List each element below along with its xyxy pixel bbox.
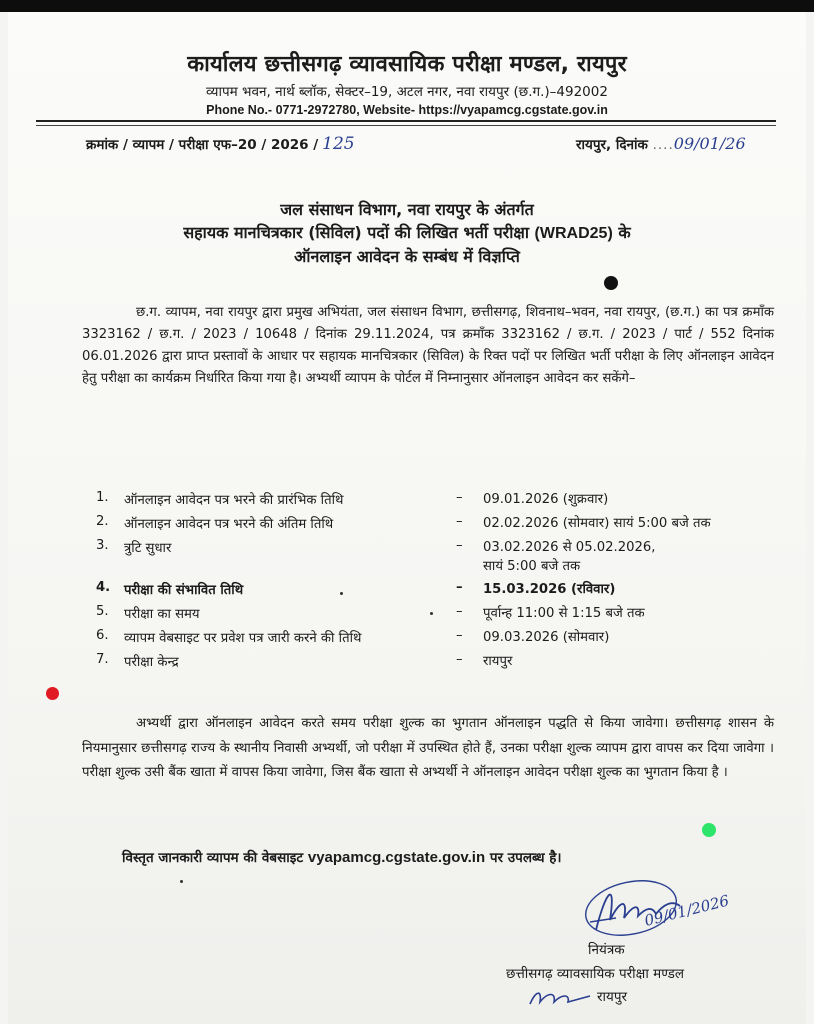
signature-date: 09/01/2026 [642,891,731,930]
schedule-number: 7. [96,652,109,667]
reference-handwritten-number: 125 [322,134,355,154]
header-rule-thin [36,125,776,126]
schedule-value [483,538,783,576]
ink-speck [340,592,343,595]
schedule-label: व्यापम वेबसाइट पर प्रवेश पत्र जारी करने की तिथि [124,631,362,646]
website-note-prefix: विस्तृत जानकारी व्यापम की वेबसाइट [122,850,304,866]
letterhead [0,48,814,117]
schedule-number: 2. [96,514,109,529]
subject-line-2 [0,221,814,245]
date-handwritten: 09/01/26 [673,134,746,153]
schedule-dash: – [456,628,463,643]
notice-subject [0,198,814,268]
subject-line-2-text: सहायक मानचित्रकार (सिविल) पदों की लिखित भर्ती परीक्षा [183,223,529,242]
initials-scribble [526,984,596,1010]
schedule-label: ऑनलाइन आवेदन पत्र भरने की अंतिम तिथि [124,517,334,532]
schedule-label: त्रुटि सुधार [124,541,172,556]
schedule-value: 02.02.2026 (सोमवार) सायं 5:00 बजे तक [483,516,711,531]
schedule-number: 6. [96,628,109,643]
schedule-value: पूर्वान्ह 11:00 से 1:15 बजे तक [483,606,645,621]
subject-line-3: ऑनलाइन आवेदन के सम्बंध में विज्ञप्ति [294,247,520,266]
schedule-value-line-1: 03.02.2026 से 05.02.2026, [483,540,656,555]
subject-line-2-tail: के [618,223,631,242]
black-dot-mark [604,276,618,290]
intro-paragraph: छ.ग. व्यापम, नवा रायपुर द्वारा प्रमुख अभियंता, जल संसाधन विभाग, छत्तीसगढ़, शिवनाथ–भवन, नवा रायपुर, (छ.ग.) का पत्र क्रमाँक 3323162 / छ.ग. / 2023 / 10648 / दिनांक 29.11.2024, पत्र क्रमाँक 3323162 / छ.ग. / 2023 / पार्ट / 552 दिनांक 06.01.2026 द्वारा प्राप्त प्रस्तावों के आधार पर सहायक मानचित्रकार (सिविल) के रिक्त पदों पर लिखित भर्ती परीक्षा के लिए ऑनलाइन आवेदन हेतु परीक्षा का कार्यक्रम निर्धारित किया गया है। अभ्यर्थी व्यापम के पोर्टल में निम्नानुसार ऑनलाइन आवेदन कर सकेंगे– [82,305,774,386]
signatory-organization: छत्तीसगढ़ व्यावसायिक परीक्षा मण्डल [506,966,684,982]
signatory-city: रायपुर [597,989,628,1005]
exam-code: (WRAD25) [534,225,613,242]
office-address: व्यापम भवन, नार्थ ब्लॉक, सेक्टर–19, अटल नगर, नवा रायपुर (छ.ग.)–492002 [206,84,608,100]
schedule-dash: – [456,604,463,619]
header-rule-thick [36,120,776,122]
website-note [122,848,562,866]
website-url[interactable]: vyapamcg.cgstate.gov.in [307,849,486,866]
schedule-value: रायपुर [483,654,513,669]
website-note-suffix: पर उपलब्ध है। [489,850,562,866]
schedule-row [96,628,776,652]
handwritten-signature [576,860,746,950]
schedule-number: 5. [96,604,109,619]
schedule-row [96,538,776,580]
schedule-value: 09.01.2026 (शुक्रवार) [483,492,609,507]
schedule-row [96,604,776,628]
schedule-row [96,490,776,514]
date-dots: .... [652,137,674,153]
schedule-dash: – [456,580,463,595]
schedule-dash: – [456,490,463,505]
schedule-value: 15.03.2026 (रविवार) [483,582,616,597]
schedule-row [96,514,776,538]
schedule-dash: – [456,538,463,553]
schedule-number: 1. [96,490,109,505]
schedule-value-line-2: सायं 5:00 बजे तक [483,559,581,574]
subject-line-1: जल संसाधन विभाग, नवा रायपुर के अंतर्गत [280,200,534,219]
fee-paragraph: अभ्यर्थी द्वारा ऑनलाइन आवेदन करते समय परीक्षा शुल्क का भुगतान ऑनलाइन पद्धति से किया जावेगा। छत्तीसगढ़ शासन के नियमानुसार छत्तीसगढ़ राज्य के स्थानीय निवासी अभ्यर्थी, जो परीक्षा में उपस्थित होते हैं, उनका परीक्षा शुल्क व्यापम द्वारा वापस कर दिया जावेगा । परीक्षा शुल्क उसी बैंक खाता में वापस किया जावेगा, जिस बैंक खाता से अभ्यर्थी ने ऑनलाइन आवेदन परीक्षा शुल्क का भुगतान किया है । [82,716,774,780]
schedule-label: परीक्षा की संभावित तिथि [124,583,244,598]
red-dot-mark [46,687,59,700]
schedule-value: 09.03.2026 (सोमवार) [483,630,610,645]
schedule-list [96,490,776,676]
ink-speck [180,880,183,883]
office-contact: Phone No.- 0771-2972780, Website- https://vyapamcg.cgstate.gov.in [206,103,608,117]
date-label: रायपुर, दिनांक [576,137,648,153]
schedule-label: परीक्षा केन्द्र [124,655,179,670]
issue-date [576,134,746,153]
signatory-title: नियंत्रक [588,942,625,958]
green-dot-mark [702,823,716,837]
schedule-number: 3. [96,538,109,553]
schedule-label: ऑनलाइन आवेदन पत्र भरने की प्रारंभिक तिथि [124,493,344,508]
ink-speck [430,612,433,615]
schedule-dash: – [456,652,463,667]
reference-number [86,134,355,154]
schedule-label: परीक्षा का समय [124,607,200,622]
office-title: कार्यालय छत्तीसगढ़ व्यावसायिक परीक्षा मण्डल, रायपुर [187,52,627,77]
reference-prefix: क्रमांक / व्यापम / परीक्षा एफ–20 / 2026 / [86,137,319,153]
schedule-row [96,580,776,604]
schedule-number: 4. [96,580,111,595]
schedule-row [96,652,776,676]
schedule-dash: – [456,514,463,529]
